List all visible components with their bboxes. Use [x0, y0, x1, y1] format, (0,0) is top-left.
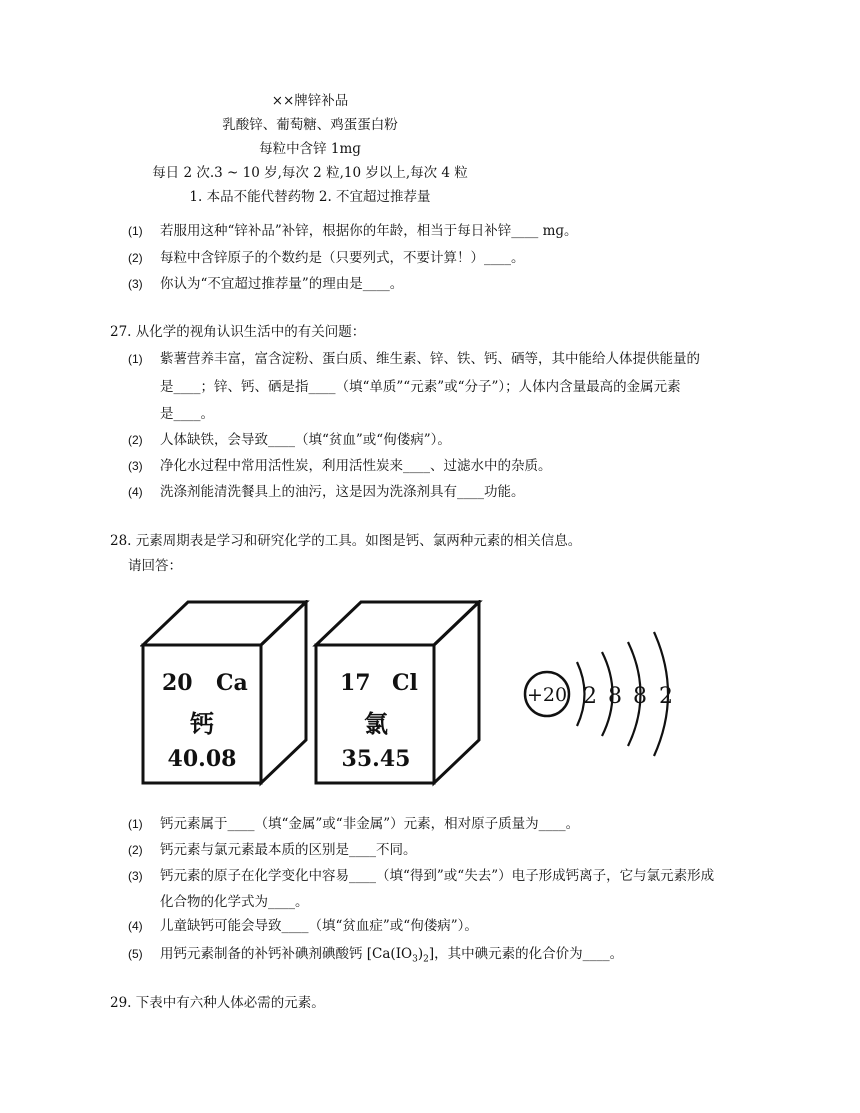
- supplement-label: [100, 92, 520, 212]
- question-29-title: 29. 下表中有六种人体必需的元素。: [110, 995, 325, 1011]
- item-text: 钙元素与氯元素最本质的区别是____不同。: [160, 842, 417, 858]
- formula-suffix: ]，其中碘元素的化合价为____。: [428, 946, 624, 962]
- formula-subscript-1: 3: [412, 954, 418, 965]
- item-number: (4): [128, 485, 143, 499]
- question-28-subtitle: 请回答：: [128, 558, 182, 574]
- item-number: (2): [128, 433, 143, 447]
- label-notes: 1. 本品不能代替药物 2. 不宜超过推荐量: [189, 189, 431, 205]
- item-number: (3): [128, 277, 143, 291]
- label-zinc-content: 每粒中含锌 1mɡ: [259, 141, 361, 157]
- chlorine-name: 氯: [364, 709, 388, 738]
- item-text-line-1: 紫薯营养丰富，富含淀粉、蛋白质、维生素、锌、铁、钙、硒等，其中能给人体提供能量的: [160, 351, 700, 367]
- item-text: 钙元素属于____（填“金属”或“非金属”）元素，相对原子质量为____。: [160, 816, 580, 832]
- item-text: 你认为“不宜超过推荐量”的理由是____。: [160, 276, 404, 292]
- formula-paren: ): [417, 946, 424, 962]
- element-figure-svg: [140, 600, 680, 790]
- electron-count-shell-3: 8: [633, 684, 647, 709]
- chlorine-symbol: Cl: [392, 670, 418, 696]
- item-text: 若服用这种“锌补品”补锌，根据你的年龄，相当于每日补锌____ mɡ。: [160, 223, 578, 239]
- item-text-line-3: 是____。: [160, 406, 214, 422]
- item-number: (4): [128, 919, 143, 933]
- item-text: 儿童缺钙可能会导致____（填“贫血症”或“佝偻病”）。: [160, 918, 478, 934]
- element-figure: [140, 600, 680, 790]
- electron-count-shell-1: 2: [583, 684, 597, 709]
- question-27-title: 27. 从化学的视角认识生活中的有关问题：: [110, 324, 366, 340]
- formula-subscript-2: 2: [423, 954, 429, 965]
- item-text-line-1: 钙元素的原子在化学变化中容易____（填“得到”或“失去”）电子形成钙离子，它与氯元素形成: [160, 868, 715, 884]
- nucleus-charge: +20: [526, 684, 568, 706]
- chlorine-mass: 35.45: [341, 746, 411, 772]
- item-text-line-2: 化合物的化学式为____。: [160, 894, 309, 910]
- formula-prefix: 用钙元素制备的补钙补碘剂碘酸钙 [Ca(IO: [160, 946, 413, 962]
- chlorine-atomic-number: 17: [340, 670, 371, 696]
- item-number: (1): [128, 352, 143, 366]
- electron-count-shell-4: 2: [659, 684, 673, 709]
- question-28-title: 28. 元素周期表是学习和研究化学的工具。如图是钙、氯两种元素的相关信息。: [110, 533, 582, 549]
- calcium-cube-side: [261, 602, 306, 783]
- chlorine-cube-side: [434, 602, 479, 783]
- item-number: (3): [128, 459, 143, 473]
- label-dosage: 每日 2 次.3 ~ 10 岁,每次 2 粒,10 岁以上,每次 4 粒: [152, 165, 468, 181]
- electron-count-shell-2: 8: [608, 684, 622, 709]
- item-number: (2): [128, 843, 143, 857]
- calcium-atomic-number: 20: [162, 670, 193, 696]
- item-number: (2): [128, 251, 143, 265]
- calcium-mass: 40.08: [167, 746, 237, 772]
- calcium-name: 钙: [190, 709, 214, 738]
- item-text: 净化水过程中常用活性炭，利用活性炭来____、过滤水中的杂质。: [160, 458, 552, 474]
- item-number: (1): [128, 817, 143, 831]
- item-text-line-2: 是____；锌、钙、硒是指____（填“单质”“元素”或“分子”）；人体内含量最高的金属元素: [160, 379, 681, 395]
- item-text: 洗涤剂能清洗餐具上的油污，这是因为洗涤剂具有____功能。: [160, 484, 525, 500]
- calcium-symbol: Ca: [216, 670, 248, 696]
- item-number: (1): [128, 224, 143, 238]
- item-number: (3): [128, 869, 143, 883]
- item-number: (5): [128, 947, 143, 961]
- label-ingredients: 乳酸锌、葡萄糖、鸡蛋蛋白粉: [222, 117, 398, 133]
- label-brand: ××牌锌补品: [271, 93, 349, 109]
- item-text: [160, 945, 623, 969]
- item-text: 每粒中含锌原子的个数约是（只要列式，不要计算！）____。: [160, 250, 525, 266]
- item-text: 人体缺铁，会导致____（填“贫血”或“佝偻病”）。: [160, 432, 451, 448]
